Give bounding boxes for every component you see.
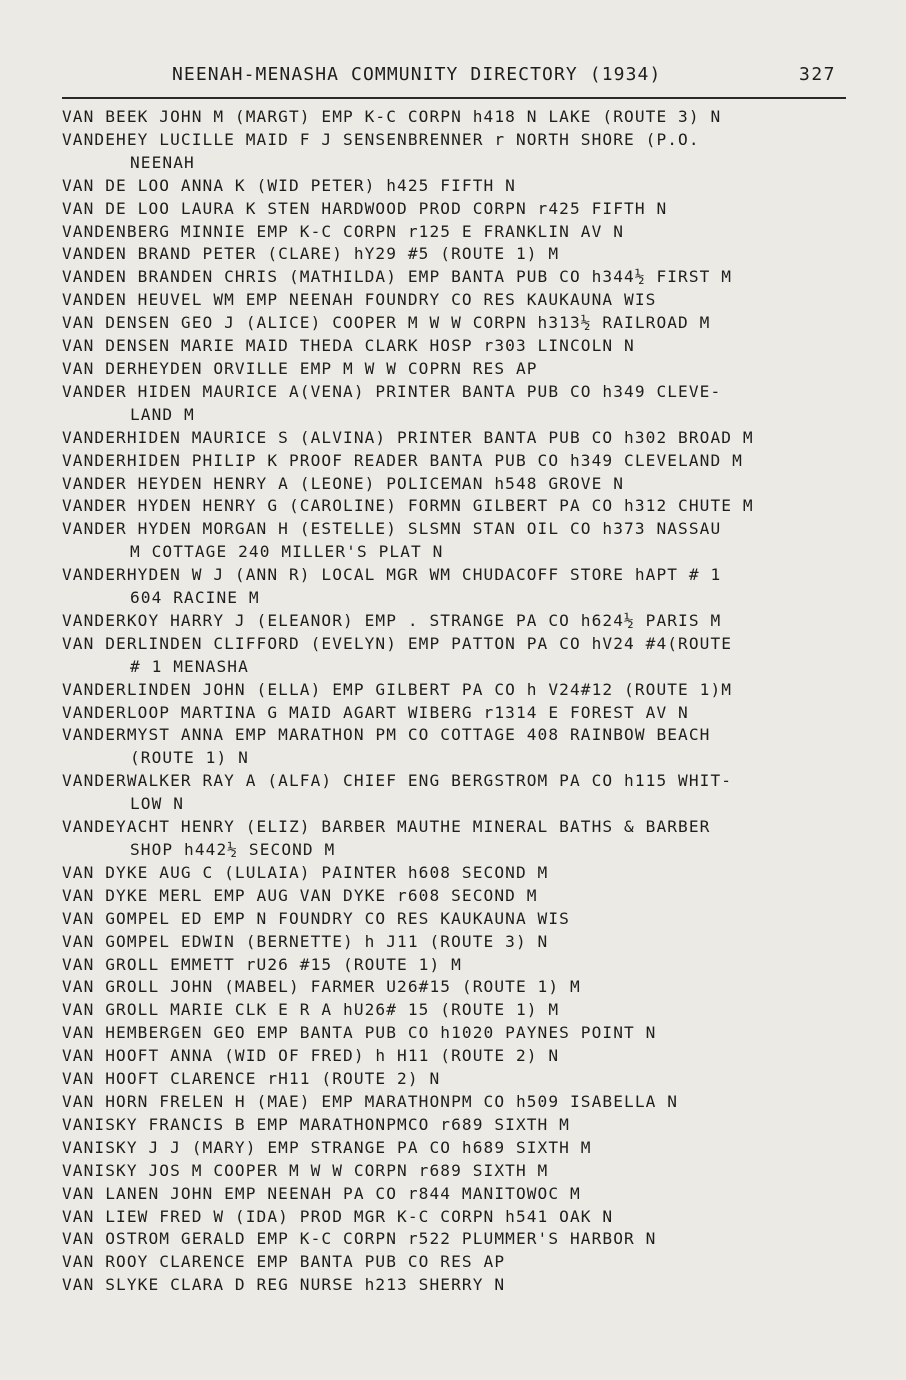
directory-entry: VAN GROLL EMMETT rU26 #15 (ROUTE 1) M	[62, 954, 462, 974]
directory-entry: VAN BEEK JOHN M (MARGT) EMP K-C CORPN h418 N LAKE (ROUTE 3) N	[62, 107, 722, 126]
directory-entry: VANDENBERG MINNIE EMP K-C CORPN r125 E FRANKLIN AV N	[62, 221, 625, 241]
directory-entry: VANDEHEY LUCILLE MAID F J SENSENBRENNER r NORTH SHORE (P.O.	[62, 129, 700, 149]
directory-entry: VANDEN HEUVEL WM EMP NEENAH FOUNDRY CO RES KAUKAUNA WIS	[62, 290, 657, 310]
directory-entry: VAN GOMPEL EDWIN (BERNETTE) h J11 (ROUTE 3) N	[62, 931, 549, 951]
directory-entry: VANISKY FRANCIS B EMP MARATHONPMCO r689 SIXTH M	[62, 1114, 570, 1134]
directory-entry: VAN GROLL JOHN (MABEL) FARMER U26#15 (ROUTE 1) M	[62, 977, 581, 997]
directory-entry-continuation: # 1 MENASHA	[130, 656, 249, 676]
directory-entry-continuation: LOW N	[130, 794, 185, 814]
directory-entry: VAN DENSEN GEO J (ALICE) COOPER M W W CORPN h313½ RAILROAD M	[62, 313, 711, 333]
directory-entry: VANDERWALKER RAY A (ALFA) CHIEF ENG BERGSTROM PA CO h115 WHIT-	[62, 771, 733, 791]
directory-entry: VANDER HIDEN MAURICE A(VENA) PRINTER BANTA PUB CO h349 CLEVE-	[62, 381, 722, 401]
directory-entry: VANDEN BRAND PETER (CLARE) hY29 #5 (ROUTE 1) M	[62, 244, 560, 264]
directory-title: NEENAH-MENASHA COMMUNITY DIRECTORY (1934)	[172, 64, 662, 85]
directory-entry: VAN GOMPEL ED EMP N FOUNDRY CO RES KAUKAUNA WIS	[62, 908, 570, 928]
directory-entry: VAN SLYKE CLARA D REG NURSE h213 SHERRY N	[62, 1275, 506, 1295]
directory-entry: VANDEYACHT HENRY (ELIZ) BARBER MAUTHE MINERAL BATHS & BARBER	[62, 817, 711, 837]
directory-entry: VAN LIEW FRED W (IDA) PROD MGR K-C CORPN h541 OAK N	[62, 1206, 614, 1226]
page-number: 327	[798, 64, 836, 85]
directory-entry: VAN GROLL MARIE CLK E R A hU26# 15 (ROUTE 1) M	[62, 1000, 560, 1020]
directory-entry-continuation: (ROUTE 1) N	[130, 748, 249, 768]
directory-entry: VANDER HEYDEN HENRY A (LEONE) POLICEMAN h548 GROVE N	[62, 473, 625, 493]
directory-entry: VAN HEMBERGEN GEO EMP BANTA PUB CO h1020 PAYNES POINT N	[62, 1023, 657, 1043]
directory-entry-continuation: M COTTAGE 240 MILLER'S PLAT N	[130, 542, 444, 562]
directory-entry: VAN DYKE MERL EMP AUG VAN DYKE r608 SECOND M	[62, 885, 538, 905]
directory-entry: VANDERLOOP MARTINA G MAID AGART WIBERG r1314 E FOREST AV N	[62, 702, 689, 722]
directory-entry: VAN ROOY CLARENCE EMP BANTA PUB CO RES AP	[62, 1252, 506, 1272]
directory-entry: VAN DERHEYDEN ORVILLE EMP M W W COPRN RES AP	[62, 358, 538, 378]
directory-entry: VANDERMYST ANNA EMP MARATHON PM CO COTTAGE 408 RAINBOW BEACH	[62, 725, 711, 745]
directory-entry-continuation: SHOP h442½ SECOND M	[130, 840, 336, 859]
directory-listing	[0, 106, 906, 1297]
directory-entry: VAN DERLINDEN CLIFFORD (EVELYN) EMP PATTON PA CO hV24 #4(ROUTE	[62, 633, 733, 653]
directory-entry: VAN DE LOO LAURA K STEN HARDWOOD PROD CORPN r425 FIFTH N	[62, 198, 668, 218]
directory-entry: VAN DENSEN MARIE MAID THEDA CLARK HOSP r303 LINCOLN N	[62, 336, 635, 356]
directory-entry: VAN HOOFT CLARENCE rH11 (ROUTE 2) N	[62, 1069, 441, 1089]
page-header	[62, 64, 846, 94]
directory-entry: VANISKY JOS M COOPER M W W CORPN r689 SIXTH M	[62, 1160, 549, 1180]
directory-entry: VANDEN BRANDEN CHRIS (MATHILDA) EMP BANTA PUB CO h344½ FIRST M	[62, 267, 733, 287]
directory-entry-continuation: LAND M	[130, 404, 195, 424]
directory-entry: VANDER HYDEN MORGAN H (ESTELLE) SLSMN STAN OIL CO h373 NASSAU	[62, 519, 722, 539]
header-rule	[62, 97, 846, 99]
directory-entry: VAN LANEN JOHN EMP NEENAH PA CO r844 MANITOWOC M	[62, 1183, 581, 1203]
directory-entry: VANDERHYDEN W J (ANN R) LOCAL MGR WM CHUDACOFF STORE hAPT # 1	[62, 565, 722, 585]
directory-entry: VANISKY J J (MARY) EMP STRANGE PA CO h689 SIXTH M	[62, 1137, 592, 1157]
directory-entry: VANDERHIDEN MAURICE S (ALVINA) PRINTER BANTA PUB CO h302 BROAD M	[62, 427, 754, 447]
directory-entry-continuation: NEENAH	[130, 152, 195, 172]
directory-entry: VAN DE LOO ANNA K (WID PETER) h425 FIFTH N	[62, 175, 516, 195]
directory-entry: VANDERLINDEN JOHN (ELLA) EMP GILBERT PA CO h V24#12 (ROUTE 1)M	[62, 679, 733, 699]
directory-entry: VANDER HYDEN HENRY G (CAROLINE) FORMN GILBERT PA CO h312 CHUTE M	[62, 496, 754, 516]
directory-entry: VAN HORN FRELEN H (MAE) EMP MARATHONPM CO h509 ISABELLA N	[62, 1091, 679, 1111]
directory-entry-continuation: 604 RACINE M	[130, 588, 260, 608]
directory-entry: VAN DYKE AUG C (LULAIA) PAINTER h608 SECOND M	[62, 862, 549, 882]
directory-entry: VANDERKOY HARRY J (ELEANOR) EMP . STRANGE PA CO h624½ PARIS M	[62, 610, 722, 630]
directory-entry: VANDERHIDEN PHILIP K PROOF READER BANTA PUB CO h349 CLEVELAND M	[62, 450, 743, 470]
directory-entry: VAN HOOFT ANNA (WID OF FRED) h H11 (ROUTE 2) N	[62, 1046, 560, 1066]
directory-entry: VAN OSTROM GERALD EMP K-C CORPN r522 PLUMMER'S HARBOR N	[62, 1229, 657, 1249]
